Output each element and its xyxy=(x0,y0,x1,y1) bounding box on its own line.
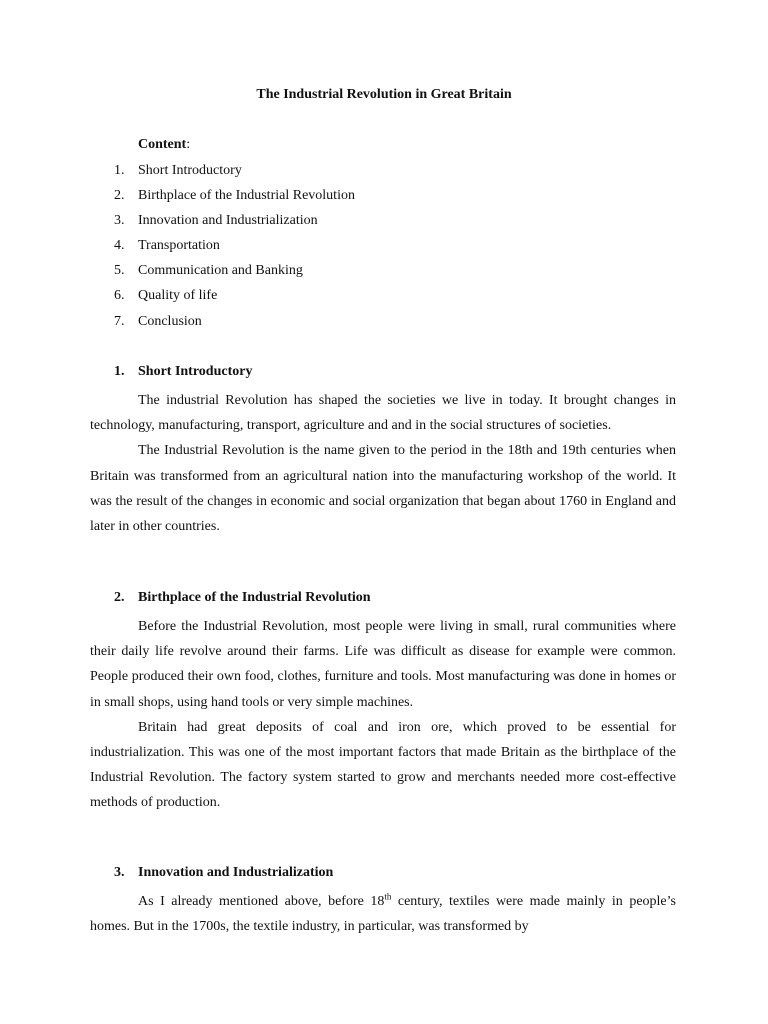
paragraph: Britain had great deposits of coal and iron ore, which proved to be essential for industrialization. This was one of the most important factors that made Britain as the birthplace of the Industrial Revolution. The factory system started to grow and merchants needed more cost-effective methods of production. xyxy=(90,719,676,811)
section-title: Birthplace of the Industrial Revolution xyxy=(138,590,371,605)
toc-text: Short Introductory xyxy=(138,163,242,178)
section-number: 3. xyxy=(114,865,125,880)
section-heading xyxy=(90,363,676,388)
toc-number: 1. xyxy=(114,163,125,178)
section-short-introductory xyxy=(90,363,676,539)
toc-text: Communication and Banking xyxy=(138,263,303,279)
paragraph: The industrial Revolution has shaped the societies we live in today. It brought changes in technology, manufacturing, transport, agriculture and and in the social structures of societies. xyxy=(90,393,676,434)
section-number: 2. xyxy=(114,590,125,605)
section-heading xyxy=(90,589,676,614)
toc-text: Transportation xyxy=(138,238,220,254)
toc-text: Birthplace of the Industrial Revolution xyxy=(138,188,355,204)
toc-number: 4. xyxy=(114,238,125,254)
paragraph: Before the Industrial Revolution, most people were living in small, rural communities where their daily life revolve around their farms. Life was difficult as disease for example were common. People produced their own food, clothes, furniture and tools. Most manufacturing was done in homes or in small shops, using hand tools or very simple machines. xyxy=(90,619,676,710)
section-title: Short Introductory xyxy=(138,364,253,379)
toc-number: 2. xyxy=(114,188,125,204)
section-heading xyxy=(90,864,676,889)
content-label xyxy=(138,136,190,154)
superscript: th xyxy=(384,891,392,902)
paragraph-text: As I already mentioned above, before 18 xyxy=(138,894,385,909)
toc-number: 7. xyxy=(114,313,125,329)
toc-text: Innovation and Industrialization xyxy=(138,213,318,229)
toc-number: 5. xyxy=(114,263,125,279)
paragraph: The Industrial Revolution is the name given to the period in the 18th and 19th centuries when Britain was transformed from an agricultural nation into the manufacturing workshop of the world. It was the result of the changes in economic and social organization that began about 1760 in England and later in other countries. xyxy=(90,443,676,535)
section-number: 1. xyxy=(114,364,125,379)
section-birthplace xyxy=(90,589,676,816)
section-title: Innovation and Industrialization xyxy=(138,865,334,880)
toc-text: Conclusion xyxy=(138,313,202,329)
toc-text: Quality of life xyxy=(138,288,218,304)
paragraph-text: century, textiles were made mainly in people’s homes. But in the 1700s, the textile industry, in particular, was transformed by xyxy=(90,894,676,935)
content-label-colon: : xyxy=(186,137,191,152)
document-title: The Industrial Revolution in Great Britain xyxy=(256,87,512,102)
section-innovation xyxy=(90,864,676,939)
toc-number: 3. xyxy=(114,213,125,229)
toc-number: 6. xyxy=(114,288,125,304)
content-label-text: Content xyxy=(138,137,187,152)
paragraph xyxy=(90,889,676,939)
